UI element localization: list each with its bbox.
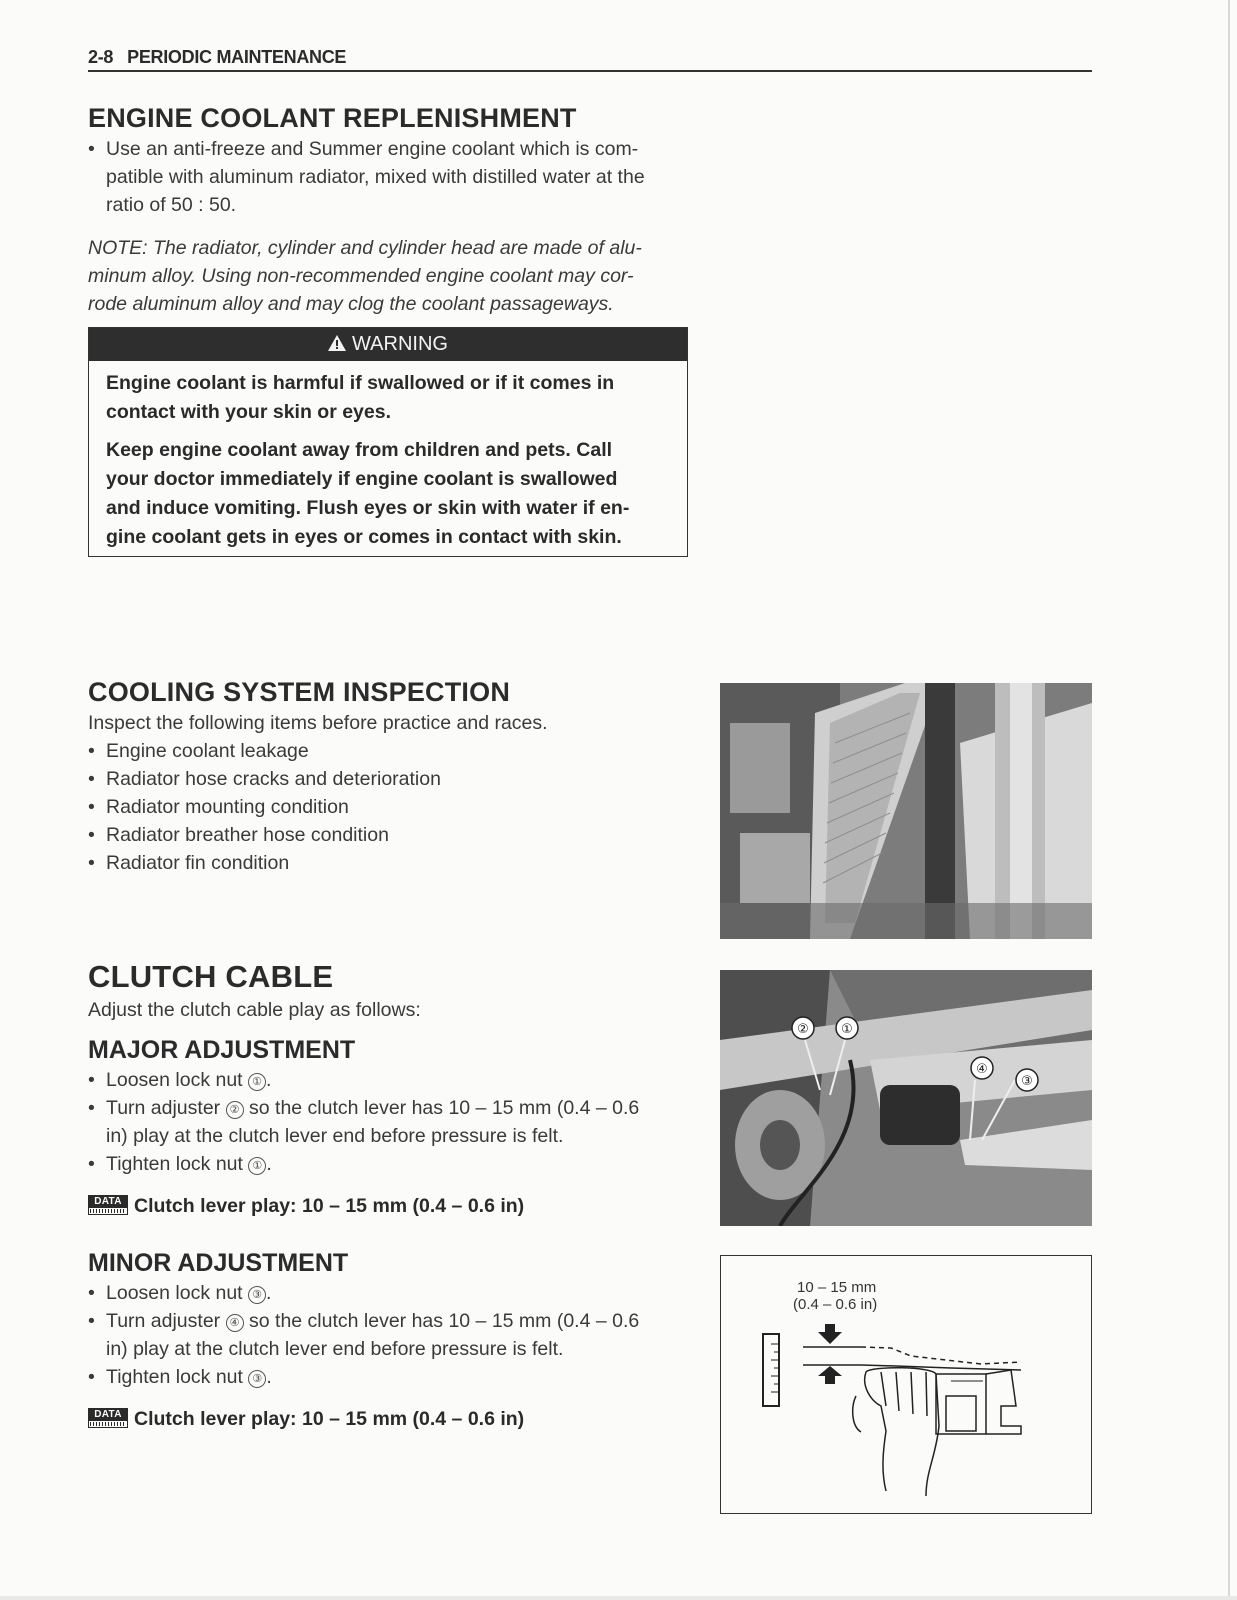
page-edge <box>0 1596 1237 1600</box>
callout-1: ① <box>248 1157 266 1175</box>
list-item: • Engine coolant leakage <box>88 737 688 765</box>
minor-data-spec <box>88 1408 524 1431</box>
warning-box <box>88 327 688 557</box>
callout-1: ① <box>248 1073 266 1091</box>
warning-label: WARNING <box>352 333 448 355</box>
data-icon <box>88 1195 128 1215</box>
photo-callout-2: ② <box>797 1022 809 1037</box>
warning-line: and induce vomiting. Flush eyes or skin with water if en- <box>106 497 630 519</box>
step-continuation: in) play at the clutch lever end before pressure is felt. <box>106 1125 564 1147</box>
step-text: so the clutch lever has 10 – 15 mm (0.4 – 0.6 <box>243 1310 640 1332</box>
diagram-label-mm: 10 – 15 mm <box>797 1279 877 1296</box>
list-item: • Radiator fin condition <box>88 849 688 877</box>
step-text: . <box>266 1282 272 1304</box>
inspection-list <box>88 709 688 877</box>
step-text: . <box>266 1366 272 1388</box>
bullet-line: • Use an anti-freeze and Summer engine coolant which is com- <box>88 135 708 163</box>
coolant-note <box>88 234 708 318</box>
major-adjustment-title: MAJOR ADJUSTMENT <box>88 1036 356 1064</box>
list-item: • Radiator mounting condition <box>88 793 688 821</box>
data-badge-text: DATA <box>89 1409 127 1421</box>
spec-text: Clutch lever play: 10 – 15 mm (0.4 – 0.6 in) <box>134 1195 525 1217</box>
step-text: so the clutch lever has 10 – 15 mm (0.4 – 0.6 <box>243 1097 640 1119</box>
list-item <box>88 1279 708 1307</box>
data-badge-text: DATA <box>89 1196 127 1208</box>
list-item <box>88 1363 708 1391</box>
warning-para-1 <box>106 369 675 427</box>
warning-line: gine coolant gets in eyes or comes in contact with skin. <box>106 526 622 548</box>
minor-adjustment-title: MINOR ADJUSTMENT <box>88 1249 349 1277</box>
note-line: rode aluminum alloy and may clog the coolant passageways. <box>88 293 614 315</box>
note-line: NOTE: The radiator, cylinder and cylinder head are made of alu- <box>88 237 642 259</box>
coolant-bullet <box>88 135 708 219</box>
minor-adjustment-steps <box>88 1279 708 1391</box>
list-item: • Radiator hose cracks and deterioration <box>88 765 688 793</box>
page-number: 2-8 <box>88 47 114 67</box>
data-icon <box>88 1408 128 1428</box>
photo-callout-3: ③ <box>1021 1074 1033 1089</box>
warning-triangle-icon <box>328 329 346 362</box>
step-text: Loosen lock nut <box>106 1069 249 1091</box>
callout-3: ③ <box>248 1370 266 1388</box>
step-text: Turn adjuster <box>106 1310 226 1332</box>
radiator-photo <box>720 683 1092 939</box>
lever-play-diagram <box>720 1255 1092 1514</box>
callout-3: ③ <box>248 1286 266 1304</box>
photo-callout-1: ① <box>841 1022 853 1037</box>
warning-line: contact with your skin or eyes. <box>106 401 391 423</box>
list-item <box>88 1307 708 1335</box>
major-adjustment-steps <box>88 1066 708 1178</box>
spec-text: Clutch lever play: 10 – 15 mm (0.4 – 0.6 in) <box>134 1408 525 1430</box>
note-line: minum alloy. Using non-recommended engine coolant may cor- <box>88 265 634 287</box>
callout-2: ② <box>226 1101 244 1119</box>
warning-para-2 <box>106 436 675 552</box>
page-edge <box>1228 0 1230 1600</box>
major-data-spec <box>88 1195 524 1218</box>
diagram-label-in: (0.4 – 0.6 in) <box>793 1296 878 1313</box>
step-text: Turn adjuster <box>106 1097 226 1119</box>
warning-header <box>89 328 687 361</box>
list-item <box>88 1094 708 1122</box>
clutch-title: CLUTCH CABLE <box>88 959 334 994</box>
list-item <box>88 1066 708 1094</box>
callout-4: ④ <box>226 1314 244 1332</box>
step-text: Tighten lock nut <box>106 1153 249 1175</box>
step-text: Tighten lock nut <box>106 1366 249 1388</box>
clutch-lever-photo <box>720 970 1092 1226</box>
bullet-line: patible with aluminum radiator, mixed with distilled water at the <box>106 166 645 188</box>
step-text: . <box>266 1069 272 1091</box>
coolant-title: ENGINE COOLANT REPLENISHMENT <box>88 103 577 133</box>
section-title: PERIODIC MAINTENANCE <box>127 47 347 67</box>
inspection-intro: Inspect the following items before practice and races. <box>88 712 548 734</box>
warning-line: Keep engine coolant away from children and pets. Call <box>106 439 613 461</box>
list-item: • Radiator breather hose condition <box>88 821 688 849</box>
photo-callout-4: ④ <box>976 1062 988 1077</box>
step-continuation: in) play at the clutch lever end before pressure is felt. <box>106 1338 564 1360</box>
warning-line: Engine coolant is harmful if swallowed or if it comes in <box>106 372 615 394</box>
bullet-line: ratio of 50 : 50. <box>106 194 237 216</box>
warning-line: your doctor immediately if engine coolant is swallowed <box>106 468 618 490</box>
step-text: Loosen lock nut <box>106 1282 249 1304</box>
list-item <box>88 1150 708 1178</box>
step-text: . <box>266 1153 272 1175</box>
clutch-intro: Adjust the clutch cable play as follows: <box>88 999 421 1021</box>
page-header <box>88 46 1092 72</box>
inspection-title: COOLING SYSTEM INSPECTION <box>88 677 511 707</box>
